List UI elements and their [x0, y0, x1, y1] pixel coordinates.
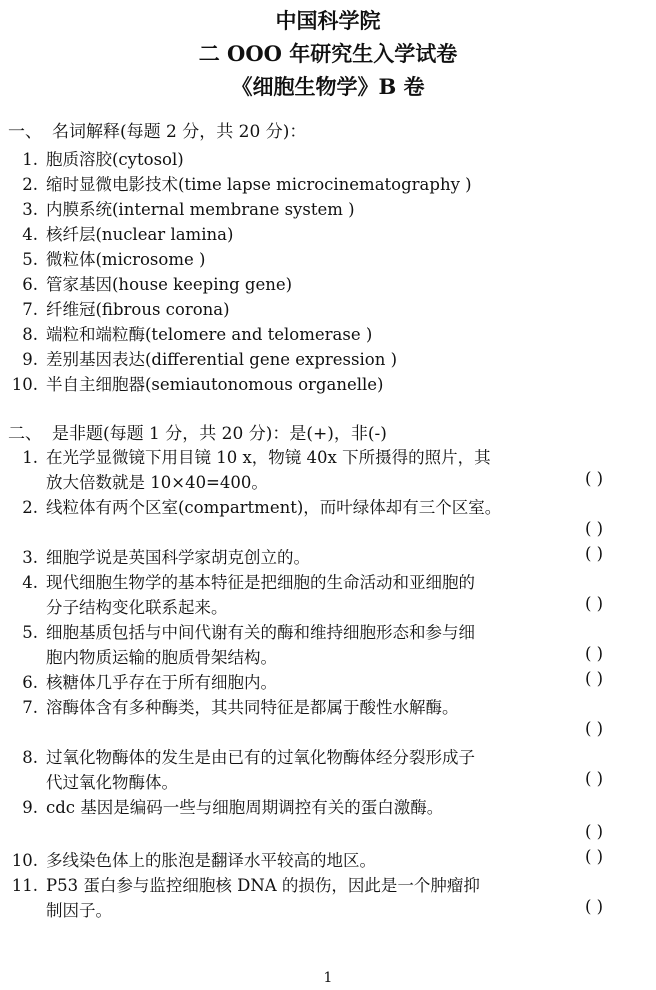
tf-question: 6. 核糖体几乎存在于所有细胞内。	[22, 673, 277, 692]
section-2-heading	[8, 419, 387, 444]
exam-title: 二 OOO 年研究生入学试卷	[198, 41, 458, 66]
tf-question: 10. 多线染色体上的胀泡是翻译水平较高的地区。	[11, 851, 376, 870]
page-number: 1	[323, 970, 333, 986]
tf-question: 4. 现代细胞生物学的基本特征是把细胞的生命活动和亚细胞的	[22, 573, 475, 592]
answer-blank[interactable]: ( )	[585, 847, 604, 866]
tf-question: 9. cdc 基因是编码一些与细胞周期调控有关的蛋白激酶。	[22, 798, 444, 817]
exam-header	[0, 4, 656, 103]
term-item: 10. 半自主细胞器(semiautonomous organelle)	[11, 375, 384, 394]
tf-question-cont: 分子结构变化联系起来。	[46, 598, 228, 617]
term-item: 2. 缩时显微电影技术(time lapse microcinematography )	[22, 175, 472, 194]
answer-blank[interactable]: ( )	[585, 822, 604, 841]
tf-question-cont: 制因子。	[46, 901, 112, 920]
tf-question: 1. 在光学显微镜下用目镜 10 x，物镜 40x 下所摄得的照片，其	[22, 448, 491, 467]
term-item: 3. 内膜系统(internal membrane system )	[22, 200, 355, 219]
tf-question-cont: 代过氧化物酶体。	[46, 773, 178, 792]
tf-question: 5. 细胞基质包括与中间代谢有关的酶和维持细胞形态和参与细	[22, 623, 475, 642]
section-1-number: 一、	[8, 122, 42, 142]
answer-blank[interactable]: ( )	[585, 769, 604, 788]
term-item: 1. 胞质溶胶(cytosol)	[22, 150, 184, 169]
institution-title: 中国科学院	[275, 8, 381, 33]
answer-blank[interactable]: ( )	[585, 644, 604, 663]
answer-blank[interactable]: ( )	[585, 519, 604, 538]
tf-question: 2. 线粒体有两个区室(compartment)，而叶绿体却有三个区室。	[22, 498, 502, 517]
tf-question: 7. 溶酶体含有多种酶类，其共同特征是都属于酸性水解酶。	[22, 698, 459, 717]
tf-question-cont: 胞内物质运输的胞质骨架结构。	[46, 648, 277, 667]
term-item: 5. 微粒体(microsome )	[22, 250, 206, 269]
answer-blank[interactable]: ( )	[585, 897, 604, 916]
tf-question: 8. 过氧化物酶体的发生是由已有的过氧化物酶体经分裂形成子	[22, 748, 475, 767]
section-1-title: 名词解释(每题 2 分，共 20 分)：	[52, 122, 307, 142]
answer-blank[interactable]: ( )	[585, 669, 604, 688]
subject-title: 《细胞生物学》B 卷	[231, 74, 425, 99]
section-2-number: 二、	[8, 424, 42, 444]
section-2-title: 是非题(每题 1 分，共 20 分)：是(+)，非(-)	[52, 424, 387, 444]
term-item: 9. 差别基因表达(differential gene expression )	[22, 350, 398, 369]
term-item: 8. 端粒和端粒酶(telomere and telomerase )	[22, 325, 373, 344]
answer-blank[interactable]: ( )	[585, 469, 604, 488]
answer-blank[interactable]: ( )	[585, 594, 604, 613]
term-item: 7. 纤维冠(fibrous corona)	[22, 300, 230, 319]
section-1-heading	[8, 117, 306, 142]
term-item: 6. 管家基因(house keeping gene)	[22, 275, 293, 294]
term-item: 4. 核纤层(nuclear lamina)	[22, 225, 234, 244]
tf-question-cont: 放大倍数就是 10×40=400。	[46, 473, 268, 492]
tf-question: 3. 细胞学说是英国科学家胡克创立的。	[22, 548, 310, 567]
answer-blank[interactable]: ( )	[585, 719, 604, 738]
answer-blank[interactable]: ( )	[585, 544, 604, 563]
tf-question: 11. P53 蛋白参与监控细胞核 DNA 的损伤，因此是一个肿瘤抑	[11, 876, 480, 895]
